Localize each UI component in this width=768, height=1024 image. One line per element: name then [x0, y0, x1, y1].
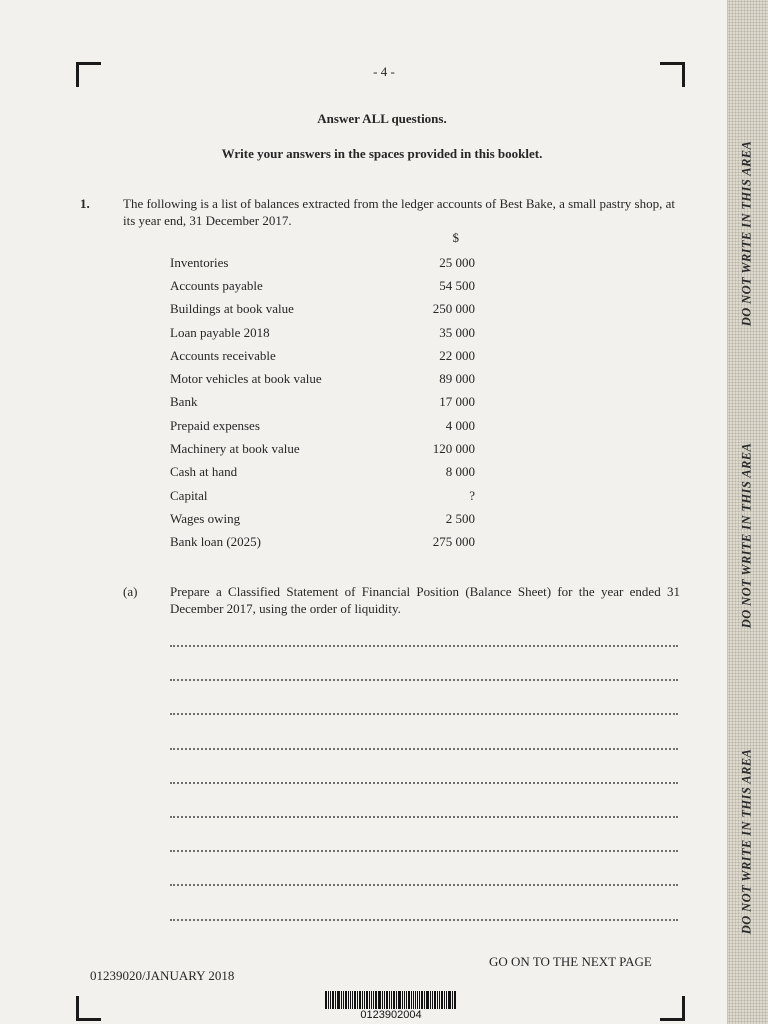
balance-row [170, 344, 475, 367]
part-a-label: (a) [123, 584, 138, 599]
barcode-bar [446, 991, 447, 1009]
answer-line[interactable] [170, 713, 678, 715]
go-on-notice: GO ON TO THE NEXT PAGE [489, 954, 652, 969]
barcode-bar [398, 991, 401, 1009]
balance-row [170, 391, 475, 414]
barcode-bar [424, 991, 425, 1009]
barcode-bar [402, 991, 403, 1009]
barcode-bar [350, 991, 351, 1009]
answer-line[interactable] [170, 748, 678, 750]
barcode-number: 0123902004 [360, 1009, 422, 1021]
barcode-bar [386, 991, 388, 1009]
barcode-bar [421, 991, 423, 1009]
balance-item: Accounts payable [170, 277, 263, 293]
barcode-bar [389, 991, 390, 1009]
answer-line[interactable] [170, 645, 678, 647]
barcode-bar [417, 991, 418, 1009]
balance-amount: 120 000 [432, 441, 475, 457]
barcode-bar [439, 991, 440, 1009]
barcode-bar [384, 991, 385, 1009]
balance-item: Bank [170, 394, 198, 410]
barcode-bar [362, 991, 363, 1009]
balance-item: Cash at hand [170, 464, 238, 480]
barcode-bar [391, 991, 392, 1009]
balances-list [170, 228, 475, 554]
balance-amount: 25 000 [439, 254, 475, 270]
currency-header: $ [452, 230, 459, 245]
balance-item: Buildings at book value [170, 301, 294, 317]
barcode-bar [371, 991, 372, 1009]
barcode-bar [341, 991, 342, 1009]
barcode-bar [375, 991, 377, 1009]
instruction-answer-all: Answer ALL questions. [317, 111, 447, 126]
barcode-bar [441, 991, 443, 1009]
barcode-bar [413, 991, 414, 1009]
barcode-bar [411, 991, 412, 1009]
question-number: 1. [80, 196, 90, 211]
instruction-write-answers: Write your answers in the spaces provided in this booklet. [221, 146, 543, 161]
barcode-bar [408, 991, 410, 1009]
exam-code: 01239020/JANUARY 2018 [90, 968, 235, 983]
barcode-bar [348, 991, 349, 1009]
balance-amount: 275 000 [432, 534, 475, 550]
balance-amount: 54 500 [439, 277, 475, 293]
answer-line[interactable] [170, 919, 678, 921]
barcode-bar [366, 991, 368, 1009]
part-a-text: Prepare a Classified Statement of Financial Position (Balance Sheet) for the year ended 31 December 2017, using the order of liquidity. [170, 584, 680, 616]
balance-amount: 8 000 [445, 464, 475, 480]
barcode-bar [373, 991, 374, 1009]
barcode-bar [454, 991, 456, 1009]
barcode-bar [430, 991, 431, 1009]
crop-mark-bottom-right [660, 996, 685, 1021]
barcode-bar [452, 991, 453, 1009]
answer-line[interactable] [170, 850, 678, 852]
barcode-bar [396, 991, 397, 1009]
barcode-bar [434, 991, 436, 1009]
barcode-bar [335, 991, 336, 1009]
balance-row [170, 531, 475, 554]
balance-row [170, 437, 475, 460]
barcode-bar [404, 991, 405, 1009]
barcode-bar [364, 991, 365, 1009]
answer-line[interactable] [170, 782, 678, 784]
barcode-bar [328, 991, 329, 1009]
barcode-bar [325, 991, 327, 1009]
barcode-bar [369, 991, 370, 1009]
barcode [325, 991, 457, 1009]
barcode-bar [406, 991, 407, 1009]
answer-line[interactable] [170, 884, 678, 886]
balance-row [170, 274, 475, 297]
balance-amount: 2 500 [445, 510, 475, 526]
balance-row [170, 414, 475, 437]
balance-item: Prepaid expenses [170, 417, 260, 433]
barcode-bar [357, 991, 358, 1009]
balance-amount: 35 000 [439, 324, 475, 340]
margin-notice: DO NOT WRITE IN THIS AREA [739, 140, 754, 327]
balance-amount: 4 000 [445, 417, 475, 433]
balance-row [170, 507, 475, 530]
balance-item: Wages owing [170, 510, 241, 526]
barcode-bar [432, 991, 433, 1009]
barcode-bar [415, 991, 417, 1009]
barcode-bar [437, 991, 438, 1009]
barcode-bar [345, 991, 347, 1009]
barcode-bar [352, 991, 353, 1009]
barcode-bar [359, 991, 361, 1009]
barcode-bar [419, 991, 420, 1009]
barcode-bar [378, 991, 381, 1009]
barcode-bar [382, 991, 383, 1009]
balance-row [170, 321, 475, 344]
balance-amount: 22 000 [439, 347, 475, 363]
barcode-bar [426, 991, 429, 1009]
balance-row [170, 251, 475, 274]
balance-item: Motor vehicles at book value [170, 371, 322, 387]
answer-line[interactable] [170, 679, 678, 681]
barcode-bar [448, 991, 451, 1009]
margin-notice: DO NOT WRITE IN THIS AREA [739, 442, 754, 629]
barcode-bar [330, 991, 331, 1009]
balance-row [170, 484, 475, 507]
balance-amount: 250 000 [432, 301, 475, 317]
crop-mark-bottom-left [76, 996, 101, 1021]
margin-notice: DO NOT WRITE IN THIS AREA [739, 748, 754, 935]
balance-amount: 89 000 [439, 371, 475, 387]
barcode-bar [332, 991, 334, 1009]
balance-amount: ? [469, 487, 475, 503]
balance-item: Accounts receivable [170, 347, 276, 363]
barcode-bar [337, 991, 340, 1009]
question-intro: The following is a list of balances extracted from the ledger accounts of Best Bake, a small pastry shop, at its year end, 31 December 2017. [123, 196, 675, 228]
balance-item: Capital [170, 487, 208, 503]
balance-row [170, 461, 475, 484]
answer-line[interactable] [170, 816, 678, 818]
barcode-bar [354, 991, 357, 1009]
barcode-bar [444, 991, 445, 1009]
balance-item: Machinery at book value [170, 441, 300, 457]
balance-row [170, 298, 475, 321]
balance-amount: 17 000 [439, 394, 475, 410]
balance-item: Bank loan (2025) [170, 534, 261, 550]
balance-item: Inventories [170, 254, 229, 270]
balance-item: Loan payable 2018 [170, 324, 270, 340]
barcode-bar [343, 991, 344, 1009]
balance-row [170, 367, 475, 390]
barcode-bar [393, 991, 395, 1009]
page-number: - 4 - [373, 64, 395, 79]
